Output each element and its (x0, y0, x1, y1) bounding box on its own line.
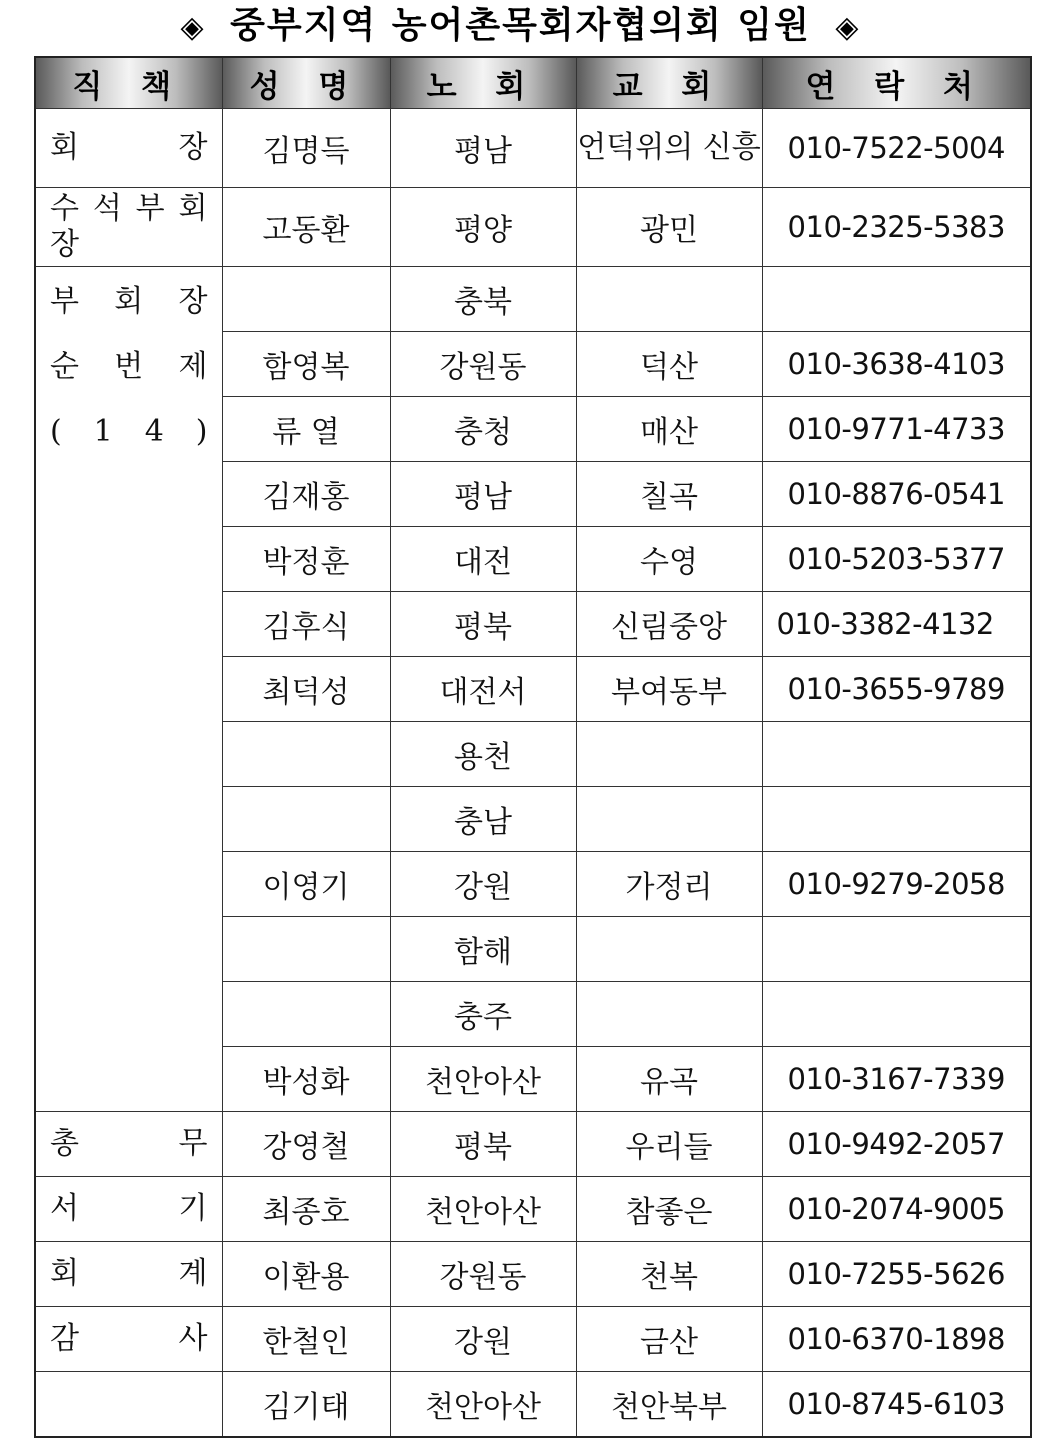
name-cell (222, 982, 390, 1047)
presbytery-cell: 강원동 (390, 332, 576, 397)
name-cell: 류 열 (222, 397, 390, 462)
table-row (35, 1372, 1031, 1438)
header-presbytery: 노 회 (390, 57, 576, 109)
diamond-left-icon: ◈ (180, 10, 206, 45)
name-cell: 김재홍 (222, 462, 390, 527)
presbytery-cell: 천안아산 (390, 1372, 576, 1438)
phone-cell: 010-2325-5383 (762, 188, 1031, 267)
presbytery-cell: 충주 (390, 982, 576, 1047)
table-row (35, 267, 1031, 332)
header-church: 교 회 (576, 57, 762, 109)
name-cell: 김명득 (222, 109, 390, 188)
phone-cell: 010-7255-5626 (762, 1242, 1031, 1307)
name-cell (222, 722, 390, 787)
church-cell: 신림중앙 (576, 592, 762, 657)
presbytery-cell: 충청 (390, 397, 576, 462)
name-cell: 고동환 (222, 188, 390, 267)
table-row (35, 1307, 1031, 1372)
phone-cell: 010-6370-1898 (762, 1307, 1031, 1372)
phone-cell: 010-8745-6103 (762, 1372, 1031, 1438)
church-cell: 천안북부 (576, 1372, 762, 1438)
phone-cell (762, 917, 1031, 982)
church-cell (576, 787, 762, 852)
title-text: 중부지역 농어촌목회자협의회 임원 (230, 5, 811, 46)
name-cell: 박성화 (222, 1047, 390, 1112)
role-cell (35, 1372, 222, 1438)
phone-cell: 010-3167-7339 (762, 1047, 1031, 1112)
role-line: 순 번 제 (50, 349, 208, 384)
church-cell: 덕산 (576, 332, 762, 397)
church-cell: 광민 (576, 188, 762, 267)
church-cell: 유곡 (576, 1047, 762, 1112)
church-cell: 칠곡 (576, 462, 762, 527)
church-cell: 언덕위의 신흥 (576, 109, 762, 188)
table-row (35, 1177, 1031, 1242)
presbytery-cell: 평남 (390, 109, 576, 188)
role-cell: 총 무 (35, 1112, 222, 1177)
presbytery-cell: 충북 (390, 267, 576, 332)
presbytery-cell: 평북 (390, 592, 576, 657)
phone-cell: 010-2074-9005 (762, 1177, 1031, 1242)
church-cell: 수영 (576, 527, 762, 592)
header-row (35, 57, 1031, 109)
name-cell (222, 267, 390, 332)
church-cell: 참좋은 (576, 1177, 762, 1242)
name-cell: 강영철 (222, 1112, 390, 1177)
role-cell: 회 장 (35, 109, 222, 188)
phone-cell: 010-9771-4733 (762, 397, 1031, 462)
phone-cell: 010-5203-5377 (762, 527, 1031, 592)
name-cell: 이환용 (222, 1242, 390, 1307)
role-cell: 수 석 부 회 장 (35, 188, 222, 267)
church-cell (576, 982, 762, 1047)
header-name: 성 명 (222, 57, 390, 109)
phone-cell: 010-8876-0541 (762, 462, 1031, 527)
name-cell: 한철인 (222, 1307, 390, 1372)
table-row (35, 188, 1031, 267)
name-cell: 함영복 (222, 332, 390, 397)
presbytery-cell: 천안아산 (390, 1177, 576, 1242)
header-phone: 연 락 처 (762, 57, 1031, 109)
presbytery-cell: 충남 (390, 787, 576, 852)
presbytery-cell: 평남 (390, 462, 576, 527)
church-cell: 부여동부 (576, 657, 762, 722)
vice-president-role-cell (35, 267, 222, 1112)
church-cell: 가정리 (576, 852, 762, 917)
phone-cell (762, 787, 1031, 852)
role-cell: 회 계 (35, 1242, 222, 1307)
church-cell: 천복 (576, 1242, 762, 1307)
name-cell: 김후식 (222, 592, 390, 657)
church-cell (576, 267, 762, 332)
church-cell: 매산 (576, 397, 762, 462)
role-line: 부 회 장 (50, 284, 208, 319)
name-cell: 김기태 (222, 1372, 390, 1438)
presbytery-cell: 평북 (390, 1112, 576, 1177)
name-cell (222, 917, 390, 982)
table-row (35, 1242, 1031, 1307)
phone-cell: 010-3638-4103 (762, 332, 1031, 397)
presbytery-cell: 천안아산 (390, 1047, 576, 1112)
presbytery-cell: 대전 (390, 527, 576, 592)
presbytery-cell: 강원동 (390, 1242, 576, 1307)
church-cell: 금산 (576, 1307, 762, 1372)
name-cell: 이영기 (222, 852, 390, 917)
table-row (35, 109, 1031, 188)
phone-cell (762, 267, 1031, 332)
phone-cell (762, 722, 1031, 787)
role-cell: 감 사 (35, 1307, 222, 1372)
church-cell: 우리들 (576, 1112, 762, 1177)
table-row (35, 1112, 1031, 1177)
name-cell: 최덕성 (222, 657, 390, 722)
phone-cell: 010-7522-5004 (762, 109, 1031, 188)
officers-table (34, 56, 1032, 1438)
name-cell: 박정훈 (222, 527, 390, 592)
phone-cell (762, 982, 1031, 1047)
page-title (0, 0, 1041, 56)
phone-cell: 010-3655-9789 (762, 657, 1031, 722)
role-line: ( 1 4 ) (50, 414, 208, 449)
name-cell (222, 787, 390, 852)
phone-cell: 010-3382-4132 (762, 592, 1031, 657)
phone-cell: 010-9492-2057 (762, 1112, 1031, 1177)
name-cell: 최종호 (222, 1177, 390, 1242)
church-cell (576, 722, 762, 787)
presbytery-cell: 대전서 (390, 657, 576, 722)
church-cell (576, 917, 762, 982)
presbytery-cell: 함해 (390, 917, 576, 982)
diamond-right-icon: ◈ (835, 10, 861, 45)
phone-cell: 010-9279-2058 (762, 852, 1031, 917)
role-cell: 서 기 (35, 1177, 222, 1242)
presbytery-cell: 강원 (390, 852, 576, 917)
presbytery-cell: 평양 (390, 188, 576, 267)
header-role: 직 책 (35, 57, 222, 109)
presbytery-cell: 강원 (390, 1307, 576, 1372)
presbytery-cell: 용천 (390, 722, 576, 787)
